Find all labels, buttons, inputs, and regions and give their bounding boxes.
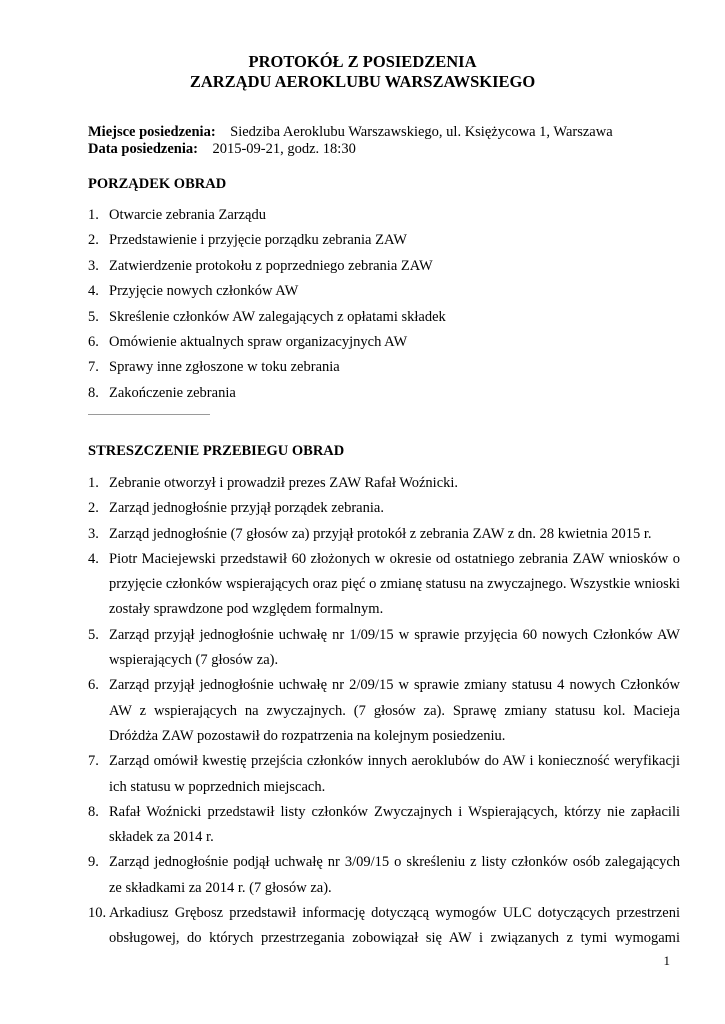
meeting-date: [88, 140, 356, 158]
list-number: 10.: [88, 905, 107, 922]
list-item: [88, 749, 680, 800]
title-line-1: PROTOKÓŁ Z POSIEDZENIA: [248, 52, 477, 71]
agenda-heading: PORZĄDEK OBRAD: [88, 176, 227, 192]
list-item: [88, 358, 680, 383]
list-number: 4.: [88, 283, 99, 300]
agenda-list: [88, 206, 680, 409]
list-text: Rafał Woźnicki przedstawił listy członków Zwyczajnych i Wspierających, którzy nie zapłacili składek za 2014 r.: [109, 803, 680, 846]
list-item: [88, 673, 680, 749]
list-item: [88, 384, 680, 409]
list-item: [88, 206, 680, 231]
list-number: 1.: [88, 207, 99, 223]
list-number: 9.: [88, 854, 99, 871]
list-item: [88, 800, 680, 851]
list-item: [88, 850, 680, 901]
summary-heading: STRESZCZENIE PRZEBIEGU OBRAD: [88, 443, 345, 459]
list-number: 1.: [88, 475, 99, 491]
list-item: [88, 333, 680, 358]
list-number: 3.: [88, 257, 99, 274]
list-text: Przedstawienie i przyjęcie porządku zebrania ZAW: [109, 232, 407, 249]
list-item: [88, 901, 680, 952]
list-number: 2.: [88, 500, 99, 517]
list-text: Arkadiusz Grębosz przedstawił informację dotyczącą wymogów ULC dotyczących przestrzeni obsługowej, do których przestrzegania zobowiązał się AW i związanych z tymi wymogami: [109, 905, 680, 947]
list-text: Zakończenie zebrania: [109, 384, 236, 401]
list-number: 4.: [88, 550, 99, 567]
list-item: [88, 308, 680, 333]
list-number: 5.: [88, 626, 99, 643]
list-text: Skreślenie członków AW zalegających z opłatami składek: [109, 308, 446, 325]
list-item: [88, 471, 680, 496]
meeting-date-value: 2015-09-21, godz. 18:30: [212, 141, 356, 157]
list-number: 8.: [88, 384, 99, 401]
list-number: 8.: [88, 803, 99, 820]
list-item: [88, 623, 680, 674]
list-text: Omówienie aktualnych spraw organizacyjnych AW: [109, 333, 408, 350]
list-item: [88, 257, 680, 282]
summary-list: [88, 471, 680, 952]
list-text: Zatwierdzenie protokołu z poprzedniego zebrania ZAW: [109, 257, 433, 274]
list-item: [88, 522, 680, 547]
list-text: Zebranie otworzył i prowadził prezes ZAW Rafał Woźnicki.: [109, 475, 459, 491]
list-number: 5.: [88, 308, 99, 325]
list-text: Zarząd jednogłośnie przyjął porządek zebrania.: [109, 500, 384, 517]
list-number: 6.: [88, 333, 99, 350]
list-text: Zarząd przyjął jednogłośnie uchwałę nr 2/09/15 w sprawie zmiany statusu 4 nowych Członków AW z wspierających na zwyczajnych. (7 głosów za). Sprawę zmiany statusu kol. Macieja Dróżdża ZAW pozostawił do rozpatrzenia na kolejnym posiedzeniu.: [109, 677, 680, 744]
list-number: 2.: [88, 232, 99, 249]
list-item: [88, 547, 680, 623]
list-text: Zarząd jednogłośnie podjął uchwałę nr 3/09/15 o skreśleniu z listy członków osób zalegających ze składkami za 2014 r. (7 głosów za).: [109, 854, 680, 896]
list-number: 7.: [88, 359, 99, 376]
list-text: Zarząd przyjął jednogłośnie uchwałę nr 1/09/15 w sprawie przyjęcia 60 nowych Członków AW wspierających (7 głosów za).: [109, 626, 680, 669]
meeting-place: [88, 123, 613, 141]
list-text: Sprawy inne zgłoszone w toku zebrania: [109, 359, 340, 376]
meeting-place-value: Siedziba Aeroklubu Warszawskiego, ul. Księżycowa 1, Warszawa: [230, 124, 613, 140]
title-line-2: ZARZĄDU AEROKLUBU WARSZAWSKIEGO: [189, 72, 536, 91]
meeting-place-label: Miejsce posiedzenia:: [88, 124, 216, 140]
list-number: 7.: [88, 753, 99, 770]
list-number: 3.: [88, 525, 99, 542]
meeting-date-label: Data posiedzenia:: [88, 141, 198, 157]
list-text: Zarząd omówił kwestię przejścia członków innych aeroklubów do AW i konieczność weryfikacji ich statusu w poprzednich miejscach.: [109, 753, 680, 795]
list-item: [88, 231, 680, 256]
list-number: 6.: [88, 677, 99, 694]
list-text: Otwarcie zebrania Zarządu: [109, 207, 266, 223]
section-divider: [88, 414, 210, 415]
list-item: [88, 496, 680, 521]
page-number: 1: [663, 953, 670, 968]
list-text: Przyjęcie nowych członków AW: [109, 283, 299, 300]
list-text: Piotr Maciejewski przedstawił 60 złożonych w okresie od ostatniego zebrania ZAW wniosków o przyjęcie członków wspierających oraz pięć o zmianę statusu na zwyczajnego. Wszystkie wnioski zostały sprawdzone pod względem formalnym.: [109, 550, 680, 618]
list-item: [88, 282, 680, 307]
list-text: Zarząd jednogłośnie (7 głosów za) przyjął protokół z zebrania ZAW z dn. 28 kwietnia 2015 r.: [109, 525, 652, 542]
